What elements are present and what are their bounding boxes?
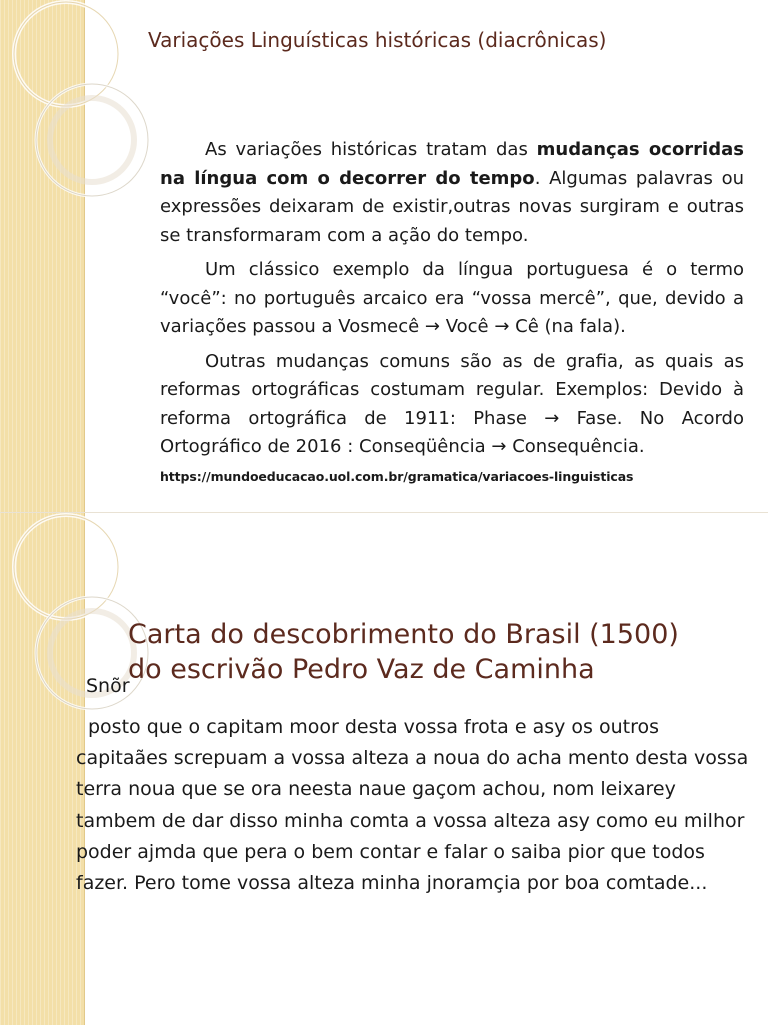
letter-title-line-1: Carta do descobrimento do Brasil (1500) — [128, 619, 679, 650]
intro-text-end: . Algumas palavras ou expressões deixaram de existir,outras novas surgiram e outras se transformaram com a ação do tempo. — [160, 167, 744, 246]
paragraph-spelling-reforms: Outras mudanças comuns são as de grafia, as quais as reformas ortográficas costumam regular. Exemplos: Devido à reforma ortográfica de 1911: Phase → Fase. No Acordo Ortográfico de 2016 : Conseqüência → Consequência. — [160, 350, 744, 457]
letter-text: posto que o capitam moor desta vossa frota e asy os outros capitaães screpuam a vossa alteza a noua do acha mento desta vossa terra noua que se ora neesta naue gaçom achou, nom leixarey tambem de dar disso minha comta a vossa alteza asy como eu milhor poder ajmda que pera o bem contar e falar o saiba pior que todos fazer. Pero tome vossa alteza minha jnoramçia por boa comtade... — [76, 716, 749, 895]
intro-text-start: As variações históricas tratam das — [205, 139, 537, 160]
letter-title-line-2: do escrivão Pedro Vaz de Caminha — [128, 654, 595, 685]
slide-caminha-letter — [0, 512, 768, 1025]
letter-salutation: Snõr — [86, 675, 130, 697]
paragraph-voce-example: Um clássico exemplo da língua portuguesa é o termo “você”: no português arcaico era “vossa mercê”, que, devido a variações passou a Vosmecê → Você → Cê (na fala). — [160, 259, 744, 337]
decorative-rings — [0, 0, 150, 200]
paragraph-intro — [160, 136, 744, 250]
source-url: https://mundoeducacao.uol.com.br/gramatica/variacoes-linguisticas — [160, 468, 634, 484]
page-title: Variações Linguísticas históricas (diacrônicas) — [148, 28, 607, 52]
slide-historical-variations — [0, 0, 768, 512]
content-body — [160, 136, 744, 486]
letter-body — [76, 671, 756, 899]
intro-bold-phrase: mudanças ocorridas na língua com o decorrer do tempo — [160, 139, 744, 189]
